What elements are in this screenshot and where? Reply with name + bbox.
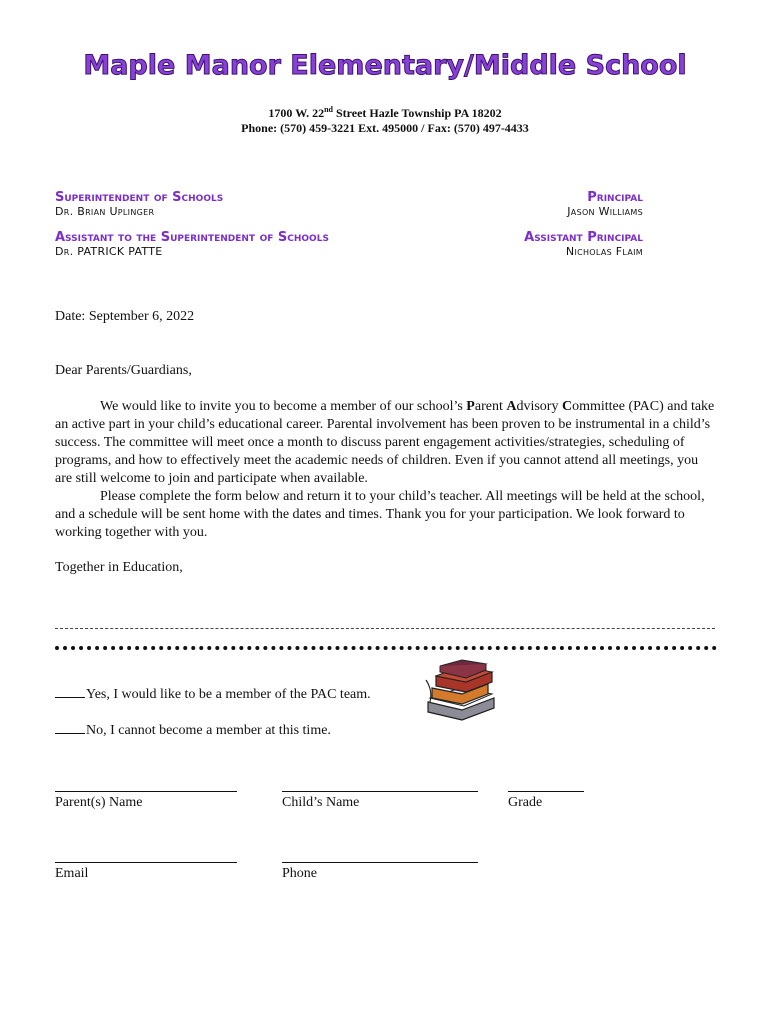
assistant-principal-name: Nicholas Flaim bbox=[565, 245, 643, 258]
no-option[interactable] bbox=[55, 723, 331, 739]
p1-bold-p: P bbox=[466, 399, 475, 414]
grade-label: Grade bbox=[508, 795, 543, 810]
letter-date: Date: September 6, 2022 bbox=[55, 309, 195, 324]
stack-of-books-icon bbox=[422, 658, 498, 724]
phone-line[interactable] bbox=[282, 862, 478, 863]
no-blank[interactable] bbox=[55, 733, 85, 734]
yes-option-label: Yes, I would like to be a member of the PAC team. bbox=[86, 687, 371, 702]
assistant-principal-role: Assistant Principal bbox=[524, 230, 643, 245]
school-phone-fax: Phone: (570) 459-3221 Ext. 495000 / Fax: (570) 497-4433 bbox=[241, 121, 529, 135]
p1-bold-a: A bbox=[506, 399, 517, 414]
cut-line-dashed bbox=[55, 628, 715, 637]
letter-closing: Together in Education, bbox=[55, 560, 183, 575]
letter-paragraph-2: Please complete the form below and return it to your child’s teacher. All meetings will be held at the school, and a schedule will be sent home with the dates and times. Thank you for your participation. We look forward to working together with you. bbox=[55, 489, 705, 540]
principal-name: Jason Williams bbox=[567, 205, 643, 218]
school-address bbox=[0, 105, 770, 121]
p1-bold-c: C bbox=[561, 399, 573, 414]
superintendent-name: Dr. Brian Uplinger bbox=[55, 205, 155, 218]
child-name-line[interactable] bbox=[282, 791, 478, 792]
parent-name-label: Parent(s) Name bbox=[55, 795, 143, 810]
no-option-label: No, I cannot become a member at this time. bbox=[86, 723, 331, 738]
superintendent-role: Superintendent of Schools bbox=[55, 190, 224, 205]
p1-text-a: We would like to invite you to become a member of our school’s bbox=[100, 399, 467, 414]
cut-line-dotted bbox=[55, 646, 717, 650]
phone-label: Phone bbox=[282, 866, 317, 881]
email-label: Email bbox=[55, 866, 89, 881]
p1-text-d: ommittee (PAC) and take an active part in your child’s educational career. Parental involvement has been proven to be instrumental in a child’s success. The committee will meet once a month to discuss parent engagement activities/strategies, scheduling of programs, and how to effectively meet the academic needs of children. Even if you cannot attend all meetings, you are still welcome to join and participate when available. bbox=[55, 399, 715, 486]
letter-paragraph-1 bbox=[55, 398, 718, 488]
grade-line[interactable] bbox=[508, 791, 584, 792]
school-name: Maple Manor Elementary/Middle School bbox=[83, 50, 687, 81]
yes-blank[interactable] bbox=[55, 697, 85, 698]
parent-name-line[interactable] bbox=[55, 791, 237, 792]
address-sup: nd bbox=[324, 105, 333, 114]
p1-text-b: arent bbox=[474, 399, 507, 414]
assistant-superintendent-name: Dr. PATRICK PATTE bbox=[55, 245, 163, 258]
p1-text-c: dvisory bbox=[516, 399, 562, 414]
child-name-label: Child’s Name bbox=[282, 795, 360, 810]
letter-salutation: Dear Parents/Guardians, bbox=[55, 363, 192, 378]
email-line[interactable] bbox=[55, 862, 237, 863]
address-suffix: Street Hazle Township PA 18202 bbox=[333, 106, 502, 120]
principal-role: Principal bbox=[587, 190, 643, 205]
assistant-superintendent-role: Assistant to the Superintendent of Schools bbox=[55, 230, 329, 245]
address-prefix: 1700 W. 22 bbox=[268, 106, 325, 120]
yes-option[interactable] bbox=[55, 687, 371, 703]
